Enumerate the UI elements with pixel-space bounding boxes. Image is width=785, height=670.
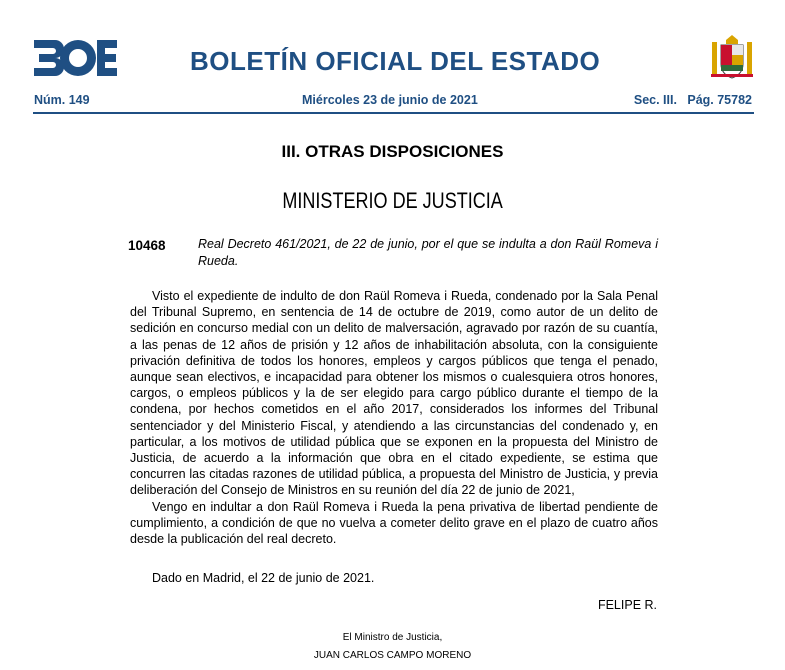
minister-name: JUAN CARLOS CAMPO MORENO — [313, 650, 472, 661]
body-paragraph: Vengo en indultar a don Raül Romeva i Rueda la pena privativa de libertad pendiente de cumplimiento, a condición de que no vuelva a cometer delito grave en el plazo de cuatro años desde la publicación del real decreto. — [130, 499, 658, 547]
issue-number: Núm. 149 — [34, 93, 90, 107]
decree-body — [130, 288, 658, 547]
boe-logo — [33, 40, 117, 76]
entry-number: 10468 — [128, 238, 166, 253]
entry-title: Real Decreto 461/2021, de 22 de junio, por el que se indulta a don Raül Romeva i Rueda. — [198, 237, 658, 268]
bulletin-title: BOLETÍN OFICIAL DEL ESTADO — [190, 46, 601, 76]
header-rule — [33, 112, 754, 114]
coat-of-arms-icon — [710, 34, 754, 80]
signer: FELIPE R. — [597, 598, 657, 612]
section-page: Sec. III. Pág. 75782 — [633, 93, 752, 107]
minister-role: El Ministro de Justicia, — [342, 632, 443, 643]
given-at: Dado en Madrid, el 22 de junio de 2021. — [152, 571, 375, 585]
section-heading: III. OTRAS DISPOSICIONES — [281, 142, 504, 161]
body-paragraph: Visto el expediente de indulto de don Raül Romeva i Rueda, condenado por la Sala Penal del Tribunal Supremo, en sentencia de 14 de octubre de 2019, como autor de un delito de sedición en concurso medial con un delito de malversación, agravado por razón de su cuantía, a las penas de 12 años de prisión y 12 años de inhabilitación absoluta, con la consiguiente privación definitiva de todos los honores, empleos y cargos públicos que tenga el penado, aunque sean electivos, e incapacidad para obtener los mismos o cualesquiera otros honores, cargos, o empleos públicos y la de ser elegido para cargo público durante el tiempo de la condena, por hechos cometidos en el año 2017, considerados los informes del Tribunal sentenciador y del Ministerio Fiscal, y atendiendo a las circunstancias del condenado y, en particular, a los motivos de utilidad pública que se exponen en la propuesta del Ministro de Justicia, de acuerdo a la información que obra en el citado expediente, se estima que concurren las citadas razones de utilidad pública, a propuesta del Ministro de Justicia, y previa deliberación del Consejo de Ministros en su reunión del día 22 de junio de 2021, — [130, 289, 658, 498]
issue-date: Miércoles 23 de junio de 2021 — [302, 93, 478, 107]
ministry-heading: MINISTERIO DE JUSTICIA — [282, 188, 503, 213]
